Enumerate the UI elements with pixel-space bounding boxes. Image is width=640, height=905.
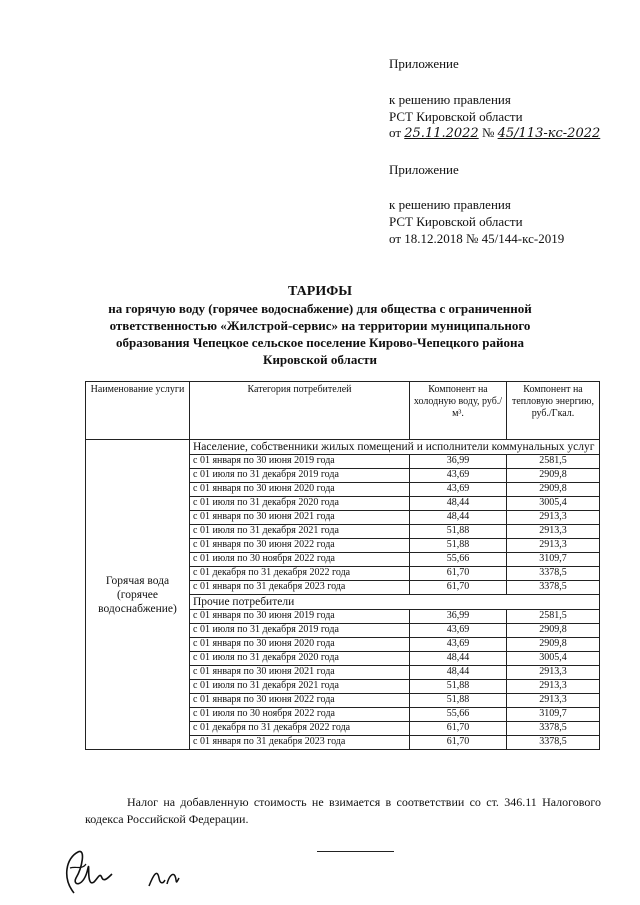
- thermal-cell: 3378,5: [507, 567, 600, 581]
- consumer-group-label: Прочие потребители: [190, 595, 600, 610]
- period-cell: с 01 июля по 31 декабря 2019 года: [190, 624, 410, 638]
- period-cell: с 01 декабря по 31 декабря 2022 года: [190, 722, 410, 736]
- header-service: Наименование услуги: [86, 382, 190, 440]
- period-cell: с 01 января по 30 июня 2020 года: [190, 483, 410, 497]
- appendix-title-1: Приложение: [389, 56, 459, 71]
- handwritten-number: 45/113-кс-2022: [497, 126, 601, 141]
- thermal-cell: 3109,7: [507, 553, 600, 567]
- document-subtitle-line-1: на горячую воду (горячее водоснабжение) для общества с ограниченной: [108, 301, 532, 316]
- decision-date-number-1: [389, 125, 600, 141]
- tariff-table: [85, 381, 600, 750]
- table-header-row: [86, 382, 600, 440]
- initials-signature-icon: [145, 862, 185, 892]
- cold-water-cell: 43,69: [410, 638, 507, 652]
- cold-water-cell: 43,69: [410, 469, 507, 483]
- period-cell: с 01 июля по 31 декабря 2020 года: [190, 497, 410, 511]
- thermal-cell: 2913,3: [507, 525, 600, 539]
- thermal-cell: 2909,8: [507, 624, 600, 638]
- cold-water-cell: 61,70: [410, 567, 507, 581]
- period-cell: с 01 июля по 31 декабря 2021 года: [190, 525, 410, 539]
- period-cell: с 01 января по 30 июня 2019 года: [190, 455, 410, 469]
- cold-water-cell: 36,99: [410, 455, 507, 469]
- period-cell: с 01 января по 30 июня 2021 года: [190, 666, 410, 680]
- cold-water-cell: 61,70: [410, 581, 507, 595]
- thermal-cell: 2913,3: [507, 680, 600, 694]
- thermal-cell: 2581,5: [507, 610, 600, 624]
- cold-water-cell: 36,99: [410, 610, 507, 624]
- cold-water-cell: 48,44: [410, 666, 507, 680]
- thermal-cell: 2913,3: [507, 694, 600, 708]
- period-cell: с 01 января по 31 декабря 2023 года: [190, 736, 410, 750]
- cold-water-cell: 61,70: [410, 722, 507, 736]
- cold-water-cell: 51,88: [410, 539, 507, 553]
- decision-line-1: к решению правления: [389, 92, 511, 107]
- cold-water-cell: 48,44: [410, 652, 507, 666]
- cold-water-cell: 55,66: [410, 708, 507, 722]
- handwritten-date: 25.11.2022: [404, 126, 479, 141]
- cold-water-cell: 43,69: [410, 483, 507, 497]
- period-cell: с 01 июля по 31 декабря 2020 года: [190, 652, 410, 666]
- thermal-cell: 2909,8: [507, 638, 600, 652]
- authority-line-1: РСТ Кировской области: [389, 109, 523, 124]
- header-thermal: Компонент на тепловую энергию, руб./Гкал.: [507, 382, 600, 440]
- period-cell: с 01 января по 30 июня 2021 года: [190, 511, 410, 525]
- period-cell: с 01 июля по 31 декабря 2019 года: [190, 469, 410, 483]
- cold-water-cell: 51,88: [410, 680, 507, 694]
- header-category: Категория потребителей: [190, 382, 410, 440]
- cold-water-cell: 51,88: [410, 694, 507, 708]
- thermal-cell: 3378,5: [507, 581, 600, 595]
- thermal-cell: 2913,3: [507, 539, 600, 553]
- period-cell: с 01 июля по 30 ноября 2022 года: [190, 553, 410, 567]
- consumer-group-label: Население, собственники жилых помещений и исполнители коммунальных услуг: [190, 440, 600, 455]
- cold-water-cell: 55,66: [410, 553, 507, 567]
- cold-water-cell: 51,88: [410, 525, 507, 539]
- handwritten-signature-icon: [56, 838, 116, 900]
- period-cell: с 01 января по 30 июня 2022 года: [190, 539, 410, 553]
- thermal-cell: 2913,3: [507, 666, 600, 680]
- document-subtitle-line-4: Кировской области: [263, 352, 377, 367]
- vat-footnote: Налог на добавленную стоимость не взимается в соответствии со ст. 346.11 Налогового кодекса Российской Федерации.: [85, 795, 601, 826]
- thermal-cell: 3378,5: [507, 736, 600, 750]
- period-cell: с 01 января по 30 июня 2020 года: [190, 638, 410, 652]
- group-row: [86, 440, 600, 455]
- period-cell: с 01 января по 31 декабря 2023 года: [190, 581, 410, 595]
- thermal-cell: 3378,5: [507, 722, 600, 736]
- decision-date-number-2: от 18.12.2018 № 45/144-кс-2019: [389, 231, 565, 246]
- header-cold-water: Компонент на холодную воду, руб./м³.: [410, 382, 507, 440]
- period-cell: с 01 декабря по 31 декабря 2022 года: [190, 567, 410, 581]
- thermal-cell: 2913,3: [507, 511, 600, 525]
- signature-line: [317, 851, 394, 852]
- cold-water-cell: 48,44: [410, 497, 507, 511]
- cold-water-cell: 61,70: [410, 736, 507, 750]
- decision-line-2: к решению правления: [389, 197, 511, 212]
- thermal-cell: 3109,7: [507, 708, 600, 722]
- period-cell: с 01 июля по 31 декабря 2021 года: [190, 680, 410, 694]
- service-name-cell: Горячая вода (горячее водоснабжение): [86, 440, 190, 750]
- appendix-title-2: Приложение: [389, 162, 459, 177]
- thermal-cell: 3005,4: [507, 652, 600, 666]
- document-subtitle-line-2: ответственностью «Жилстрой-сервис» на территории муниципального: [109, 318, 531, 333]
- thermal-cell: 2581,5: [507, 455, 600, 469]
- period-cell: с 01 июля по 30 ноября 2022 года: [190, 708, 410, 722]
- thermal-cell: 2909,8: [507, 483, 600, 497]
- thermal-cell: 2909,8: [507, 469, 600, 483]
- cold-water-cell: 43,69: [410, 624, 507, 638]
- document-subtitle-line-3: образования Чепецкое сельское поселение Кирово-Чепецкого района: [116, 335, 524, 350]
- from-prefix: от: [389, 125, 402, 140]
- period-cell: с 01 января по 30 июня 2022 года: [190, 694, 410, 708]
- authority-line-2: РСТ Кировской области: [389, 214, 523, 229]
- period-cell: с 01 января по 30 июня 2019 года: [190, 610, 410, 624]
- thermal-cell: 3005,4: [507, 497, 600, 511]
- number-sign: №: [481, 125, 495, 140]
- document-title: ТАРИФЫ: [288, 284, 352, 299]
- cold-water-cell: 48,44: [410, 511, 507, 525]
